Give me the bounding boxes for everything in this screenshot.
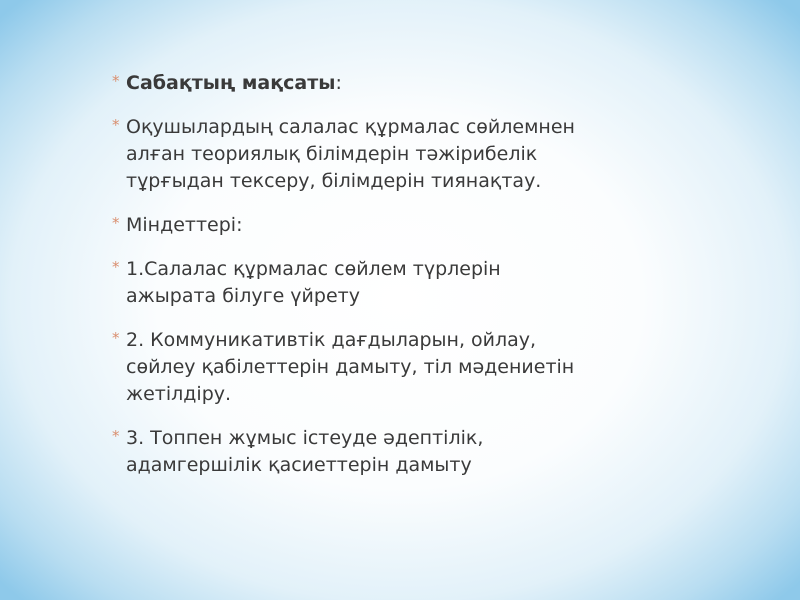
bullet-task-1 [112, 256, 672, 310]
heading-colon: : [335, 72, 342, 94]
slide-content [112, 70, 672, 496]
bullet-task-2 [112, 327, 672, 408]
bullet-star-icon: * [112, 258, 120, 276]
bullet-text: 1.Салалас құрмалас сөйлем түрлерін ажырата білуге үйрету [126, 258, 501, 307]
bullet-star-icon: * [112, 329, 120, 347]
bullet-text: Оқушылардың салалас құрмалас сөйлемнен алған теориялық білімдерін тәжірибелік тұрғыдан тексеру, білімдерін тиянақтау. [126, 116, 575, 192]
bullet-text: Міндеттері: [126, 214, 243, 236]
bullet-star-icon: * [112, 214, 120, 232]
bullet-star-icon: * [112, 72, 120, 90]
bullet-text: 3. Топпен жұмыс істеуде әдептілік, адамгершілік қасиеттерін дамыту [126, 427, 484, 476]
bullet-star-icon: * [112, 427, 120, 445]
heading-text [126, 70, 672, 97]
bullet-text: 2. Коммуникативтік дағдыларын, ойлау, сөйлеу қабілеттерін дамыту, тіл мәдениетін жетілдіру. [126, 329, 575, 405]
bullet-heading [112, 70, 672, 97]
bullet-goal [112, 114, 672, 195]
bullet-tasks-heading [112, 212, 672, 239]
bullet-star-icon: * [112, 116, 120, 134]
heading-label: Сабақтың мақсаты [126, 72, 336, 94]
bullet-task-3 [112, 425, 672, 479]
